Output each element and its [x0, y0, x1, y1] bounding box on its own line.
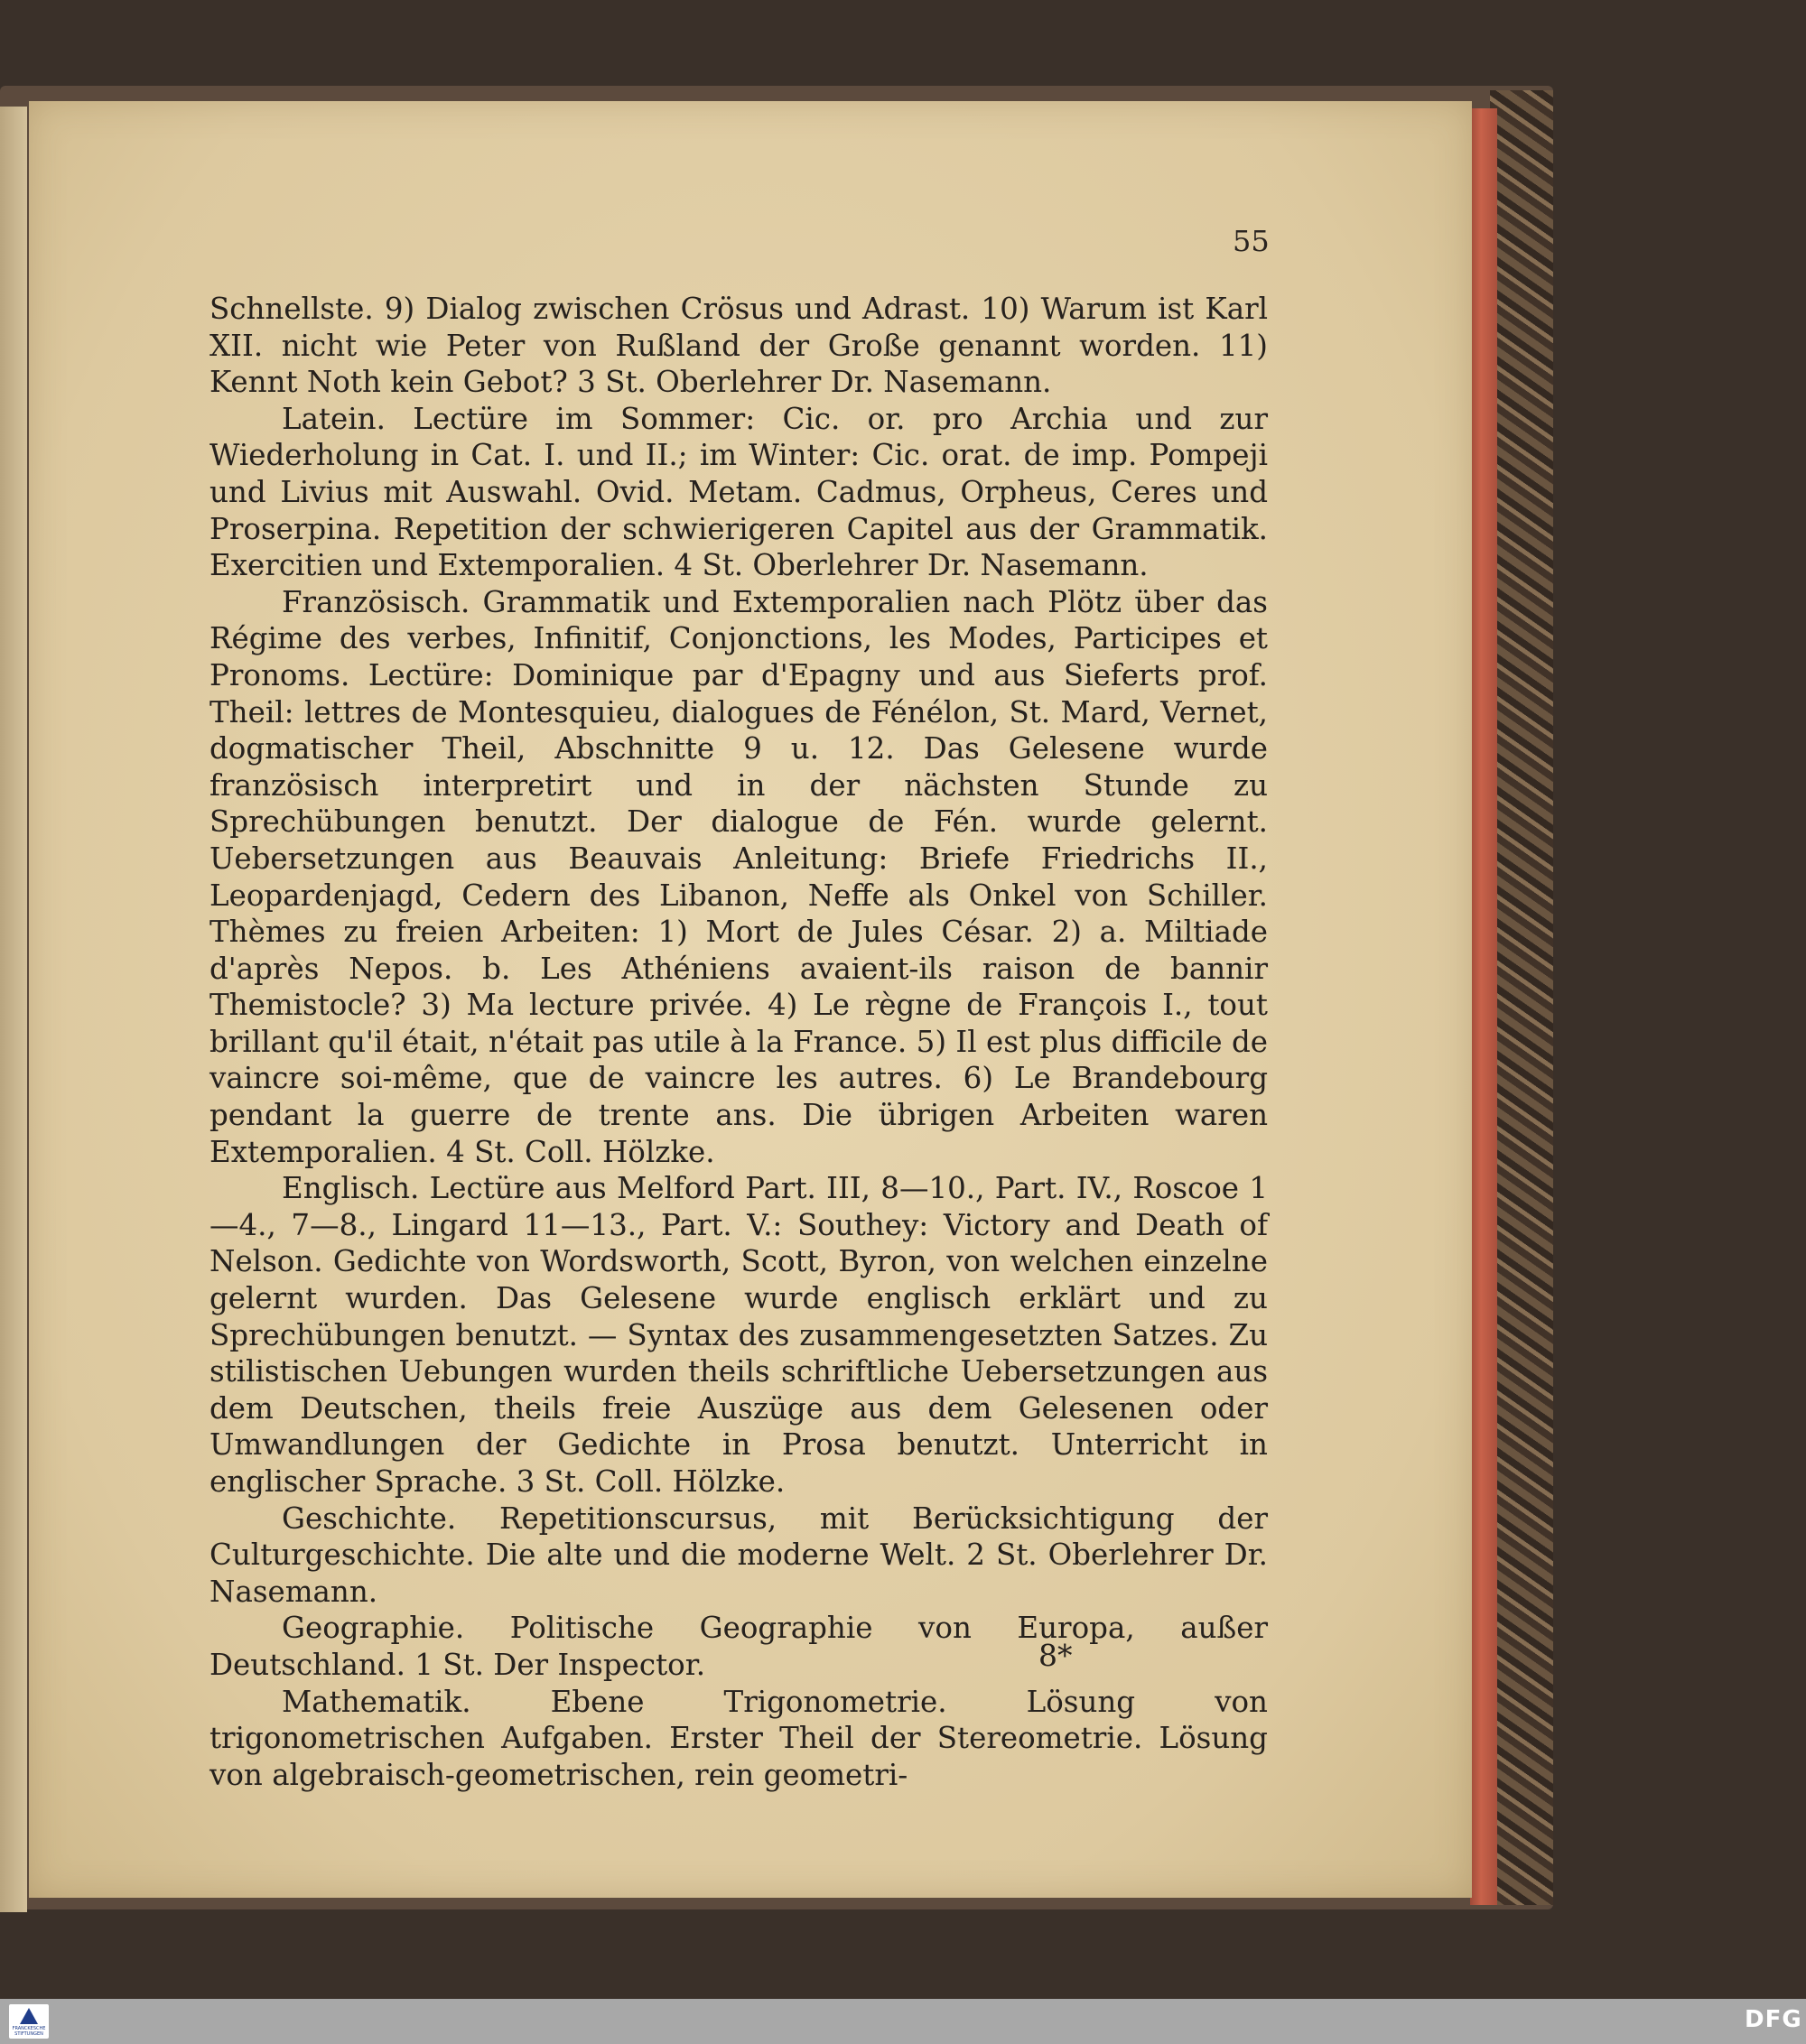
viewer-footer-bar: [0, 1999, 1806, 2044]
marbled-edge: [1490, 90, 1553, 1905]
page-number: 55: [1233, 224, 1270, 258]
paragraph-latein: Latein. Lectüre im Sommer: Cic. or. pro Archia und zur Wiederholung in Cat. I. und II.; im Winter: Cic. orat. de imp. Pompeji und Livius mit Auswahl. Ovid. Metam. Cadmus, Orpheus, Ceres und Proserpina. Repetition der schwierigeren Capitel aus der Grammatik. Exercitien und Extemporalien. 4 St. Oberlehrer Dr. Nasemann.: [209, 401, 1268, 583]
paragraph-continuation: Schnellste. 9) Dialog zwischen Crösus und Adrast. 10) Warum ist Karl XII. nicht wie Peter von Rußland der Große genannt worden. 11) Kennt Noth kein Gebot? 3 St. Oberlehrer Dr. Nasemann.: [209, 292, 1268, 400]
page-body: [209, 291, 1268, 1793]
franckesche-stiftungen-logo[interactable]: [9, 2004, 49, 2039]
signature-mark: 8*: [1038, 1638, 1073, 1673]
left-page-sliver: [0, 107, 27, 1912]
dfg-logo[interactable]: DFG: [1745, 2006, 1802, 2033]
logo-emblem-icon: [20, 2008, 38, 2024]
paragraph-franzoesisch: Französisch. Grammatik und Extemporalien nach Plötz über das Régime des verbes, Infinitif, Conjonctions, les Modes, Participes et Pronoms. Lectüre: Dominique par d'Epagny und aus Sieferts prof. Theil: lettres de Montesquieu, dialogues de Fénélon, St. Mard, Vernet, dogmatischer Theil, Abschnitte 9 u. 12. Das Gelesene wurde französisch interpretirt und in der nächsten Stunde zu Sprechübungen benutzt. Der dialogue de Fén. wurde gelernt. Uebersetzungen aus Beauvais Anleitung: Briefe Friedrichs II., Leopardenjagd, Cedern des Libanon, Neffe als Onkel von Schiller. Thèmes zu freien Arbeiten: 1) Mort de Jules César. 2) a. Miltiade d'après Nepos. b. Les Athéniens avaient-ils raison de bannir Themistocle? 3) Ma lecture privée. 4) Le règne de François I., tout brillant qu'il était, n'était pas utile à la France. 5) Il est plus difficile de vaincre soi-même, que de vaincre les autres. 6) Le Brandebourg pendant la guerre de trente ans. Die übrigen Arbeiten waren Extemporalien. 4 St. Coll. Hölzke.: [209, 584, 1268, 1169]
paragraph-geschichte: Geschichte. Repetitionscursus, mit Berücksichtigung der Culturgeschichte. Die alte und die moderne Welt. 2 St. Oberlehrer Dr. Nasemann.: [209, 1500, 1268, 1609]
logo-caption: FRANCKESCHE STIFTUNGEN: [12, 2026, 46, 2037]
paragraph-englisch: Englisch. Lectüre aus Melford Part. III, 8—10., Part. IV., Roscoe 1—4., 7—8., Lingard 11—13., Part. V.: Southey: Victory and Death of Nelson. Gedichte von Wordsworth, Scott, Byron, von welchen einzelne gelernt wurden. Das Gelesene wurde englisch erklärt und zu Sprechübungen benutzt. — Syntax des zusammengesetzten Satzes. Zu stilistischen Uebungen wurden theils schriftliche Uebersetzungen aus dem Deutschen, theils freie Auszüge aus dem Gelesenen oder Umwandlungen der Gedichte in Prosa benutzt. Unterricht in englischer Sprache. 3 St. Coll. Hölzke.: [209, 1171, 1268, 1499]
paragraph-mathematik: Mathematik. Ebene Trigonometrie. Lösung von trigonometrischen Aufgaben. Erster Theil der Stereometrie. Lösung von algebraisch-geometrischen, rein geometri-: [209, 1684, 1268, 1792]
paragraph-geographie: Geographie. Politische Geographie von Europa, außer Deutschland. 1 St. Der Inspector.: [209, 1611, 1268, 1682]
red-page-edge: [1470, 108, 1497, 1905]
